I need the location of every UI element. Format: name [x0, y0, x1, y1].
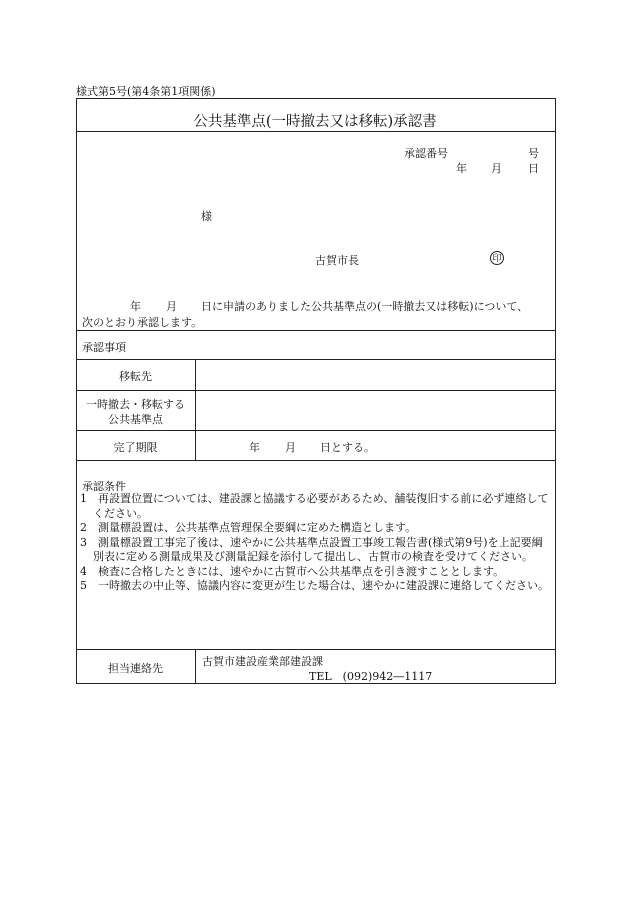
approval-items-label: 承認事項 [82, 341, 126, 354]
condition-item: 4 検査に合格したときには、速やかに古賀市へ公共基準点を引き渡すこととします。 [80, 564, 505, 578]
recipient-honorific: 様 [201, 210, 212, 223]
removal-point-label-line2: 公共基準点 [108, 413, 163, 426]
condition-item: 2 測量標設置は、公共基準点管理保全要綱に定めた構造とします。 [80, 521, 417, 534]
row-divider [76, 330, 556, 331]
column-divider [195, 359, 196, 460]
removal-point-label-line1: 一時撤去・移転する [86, 398, 185, 411]
approval-number-label: 承認番号 [404, 147, 448, 160]
seal-mark: 印 [490, 251, 504, 265]
deadline-year-label: 年 [249, 441, 260, 454]
row-divider [76, 390, 556, 391]
deadline-month-label: 月 [285, 441, 296, 454]
condition-item: 5 一時撤去の中止等、協議内容に変更が生じた場合は、速やかに建設課に連絡してください。 [80, 579, 549, 592]
date-day-label: 日 [528, 162, 539, 175]
intro-sentence-line1: 日に申請のありました公共基準点の(一時撤去又は移転)について、 [201, 300, 529, 313]
row-divider [76, 430, 556, 431]
contact-department: 古賀市建設産業部建設課 [202, 655, 323, 668]
intro-year-label: 年 [130, 300, 141, 313]
title-divider [76, 131, 556, 132]
deadline-suffix: 日とする。 [320, 441, 375, 454]
condition-item: 3 測量標設置工事完了後は、速やかに公共基準点設置工事竣工報告書(様式第9号)を上記要綱別表に定める測量成果及び測量記録を添付して提出し、古賀市の検査を受けてください。 [80, 535, 543, 563]
contact-label: 担当連絡先 [108, 662, 163, 675]
contact-phone: TEL (092)942―1117 [309, 670, 433, 683]
relocation-destination-label: 移転先 [119, 370, 152, 383]
approval-number-suffix: 号 [528, 147, 539, 160]
document-title: 公共基準点(一時撤去又は移転)承認書 [193, 114, 437, 130]
form-number-label: 様式第5号(第4条第1項関係) [76, 85, 216, 98]
conditions-list [80, 492, 550, 594]
issuer-name: 古賀市長 [315, 254, 359, 267]
approval-document-frame [76, 98, 556, 684]
column-divider [195, 649, 196, 684]
condition-item: 1 再設置位置については、建設課と協議する必要があるため、舗装復旧する前に必ず連絡してください。 [80, 492, 549, 520]
conditions-heading: 承認条件 [82, 480, 126, 493]
row-divider [76, 649, 556, 650]
intro-month-label: 月 [166, 300, 177, 313]
completion-deadline-label: 完了期限 [113, 441, 158, 454]
intro-sentence-line2: 次のとおり承認します。 [82, 316, 203, 329]
row-divider [76, 460, 556, 461]
row-divider [76, 359, 556, 360]
date-year-label: 年 [456, 162, 467, 175]
date-month-label: 月 [491, 162, 502, 175]
